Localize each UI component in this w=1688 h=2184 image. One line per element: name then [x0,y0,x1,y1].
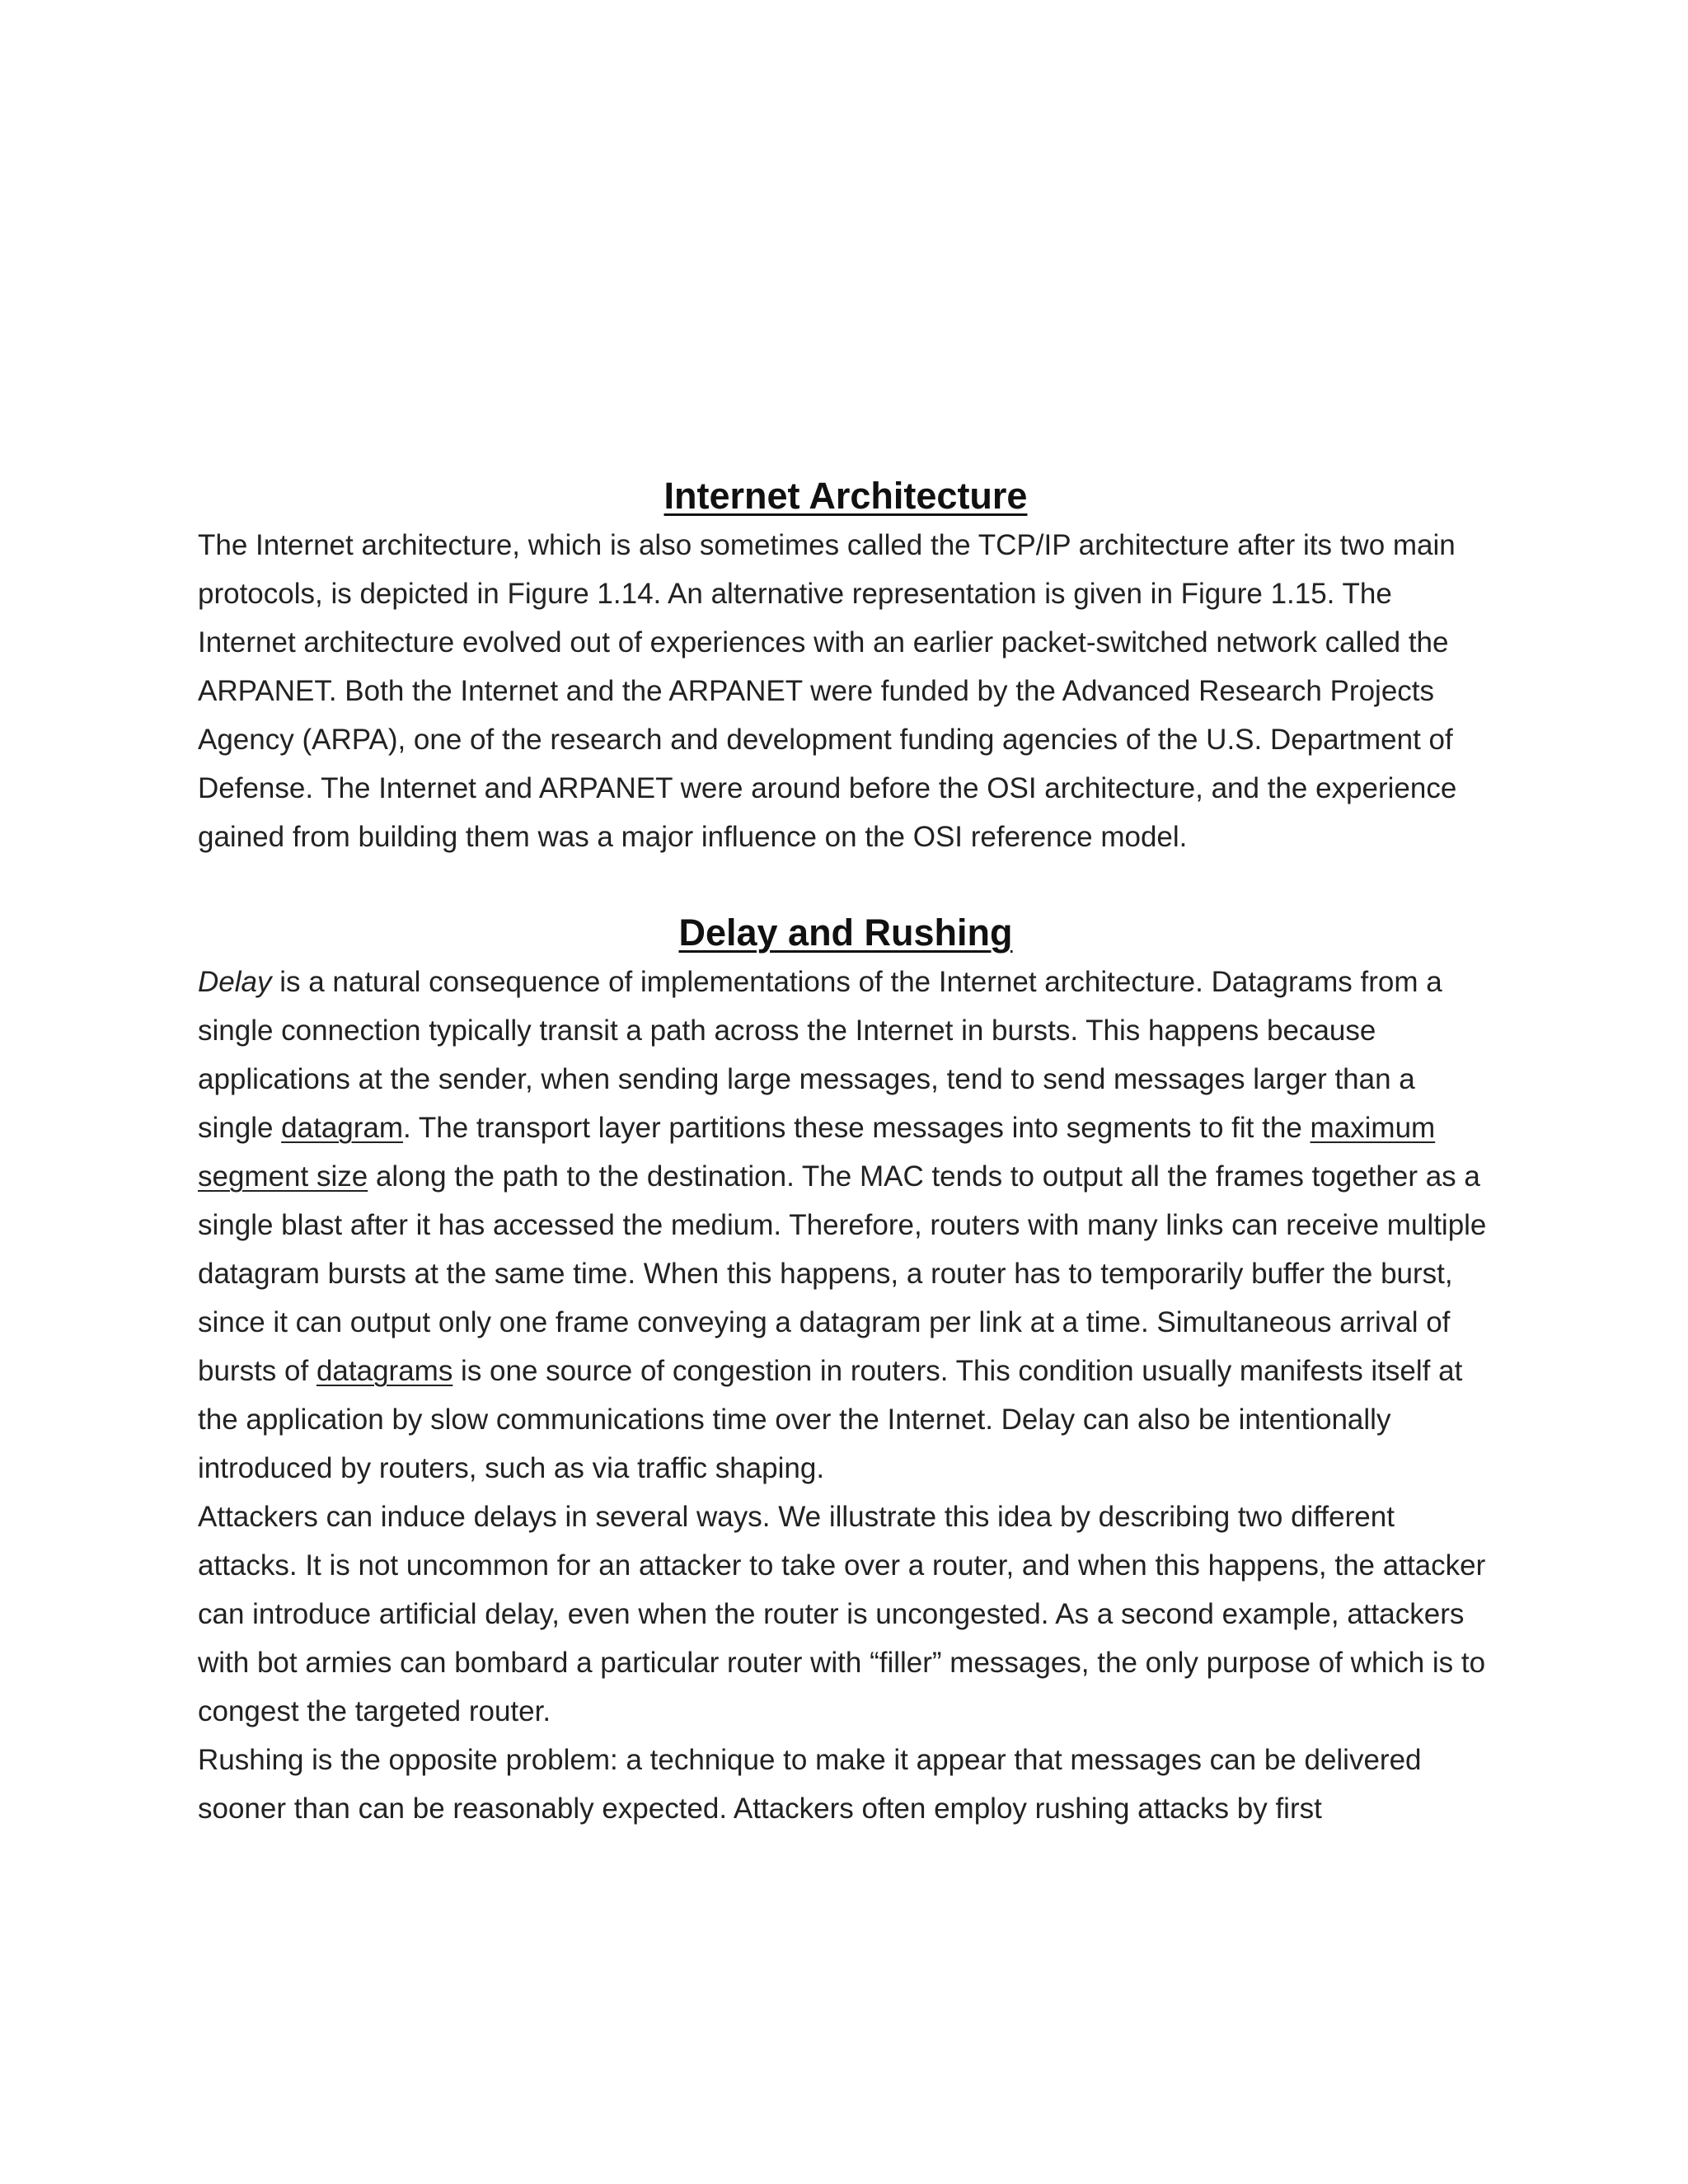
text-run: is a natural consequence of implementations of the Internet architecture. Datagrams from a single connection typically transit a path across the Internet in bursts. This happens because applications at the sender, when sending large messages, tend to send messages larger than a single [198,966,1442,1144]
text-run: . The transport layer partitions these messages into segments to fit the [403,1112,1311,1144]
paragraph-delay [198,958,1493,1493]
link-datagrams[interactable]: datagrams [316,1355,453,1387]
text-run: along the path to the destination. The MAC tends to output all the frames together as a single blast after it has accessed the medium. Therefore, routers with many links can receive multiple datagram bursts at the same time. When this happens, a router has to temporarily buffer the burst, since it can output only one frame conveying a datagram per link at a time. Simultaneous arrival of bursts of [198,1160,1487,1387]
section-title-internet-architecture: Internet Architecture [663,475,1028,517]
paragraph-attackers: Attackers can induce delays in several ways. We illustrate this idea by describing two different attacks. It is not uncommon for an attacker to take over a router, and when this happens, the attacker can introduce artificial delay, even when the router is uncongested. As a second example, attackers with bot armies can bombard a particular router with “filler” messages, the only purpose of which is to congest the targeted router. [198,1501,1486,1727]
link-maximum-segment-size[interactable]: maximum segment size [198,1112,1436,1193]
document-page [198,471,1493,1833]
section-title-delay-and-rushing: Delay and Rushing [678,912,1013,954]
paragraph-rushing: Rushing is the opposite problem: a technique to make it appear that messages can be delivered sooner than can be reasonably expected. Attackers often employ rushing attacks by first [198,1744,1422,1825]
link-datagram[interactable]: datagram [281,1112,404,1144]
paragraph-internet-architecture: The Internet architecture, which is also sometimes called the TCP/IP architecture after its two main protocols, is depicted in Figure 1.14. An alternative representation is given in Figure 1.15. The Internet architecture evolved out of experiences with an earlier packet-switched network called the ARPANET. Both the Internet and the ARPANET were funded by the Advanced Research Projects Agency (ARPA), one of the research and development funding agencies of the U.S. Department of Defense. The Internet and ARPANET were around before the OSI architecture, and the experience gained from building them was a major influence on the OSI reference model. [198,529,1457,853]
delay-term: Delay [198,966,272,998]
text-run: is one source of congestion in routers. This condition usually manifests itself at the application by slow communications time over the Internet. Delay can also be intentionally introduced by routers, such as via traffic shaping. [198,1355,1463,1484]
